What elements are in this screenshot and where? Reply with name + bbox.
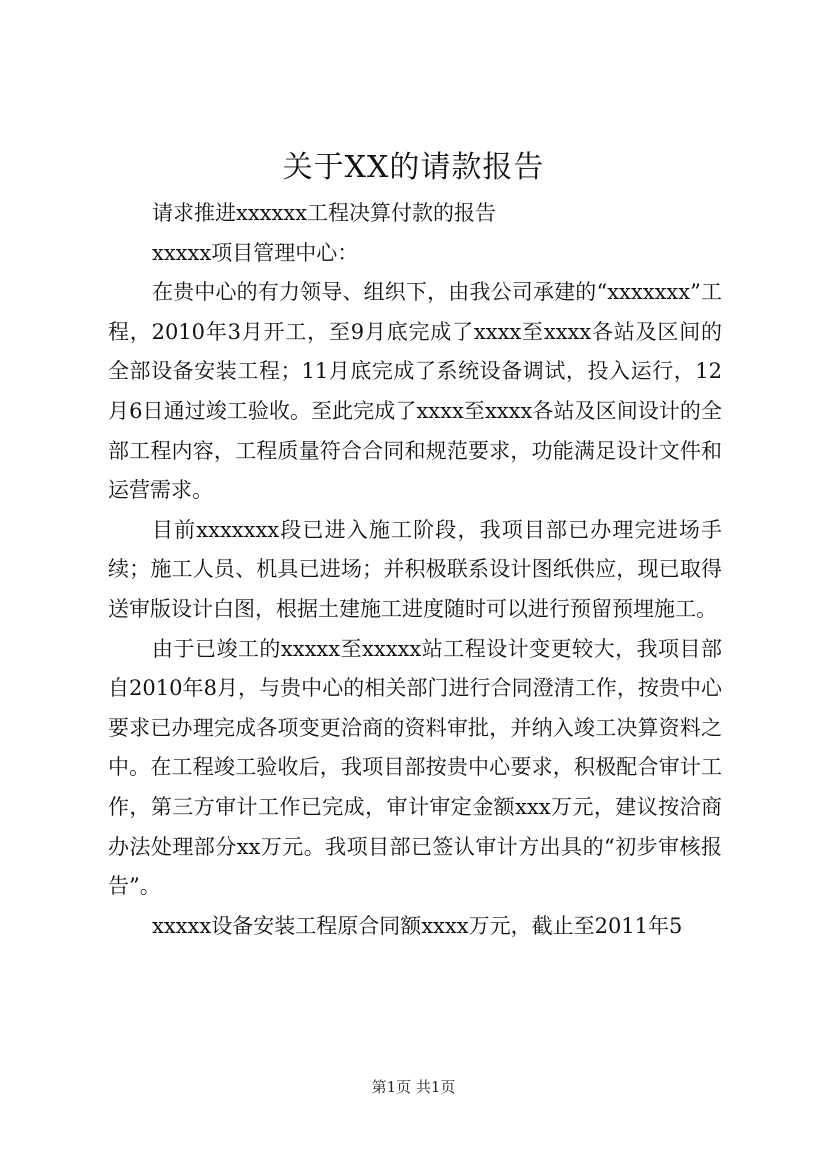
document-body	[108, 194, 722, 946]
paragraph-4: xxxxx设备安装工程原合同额xxxx万元，截止至2011年5	[152, 913, 683, 938]
paragraph-3: 由于已竣工的xxxxx至xxxxx站工程设计变更较大，我项目部自2010年8月，与贵中心的相关部门进行合同澄清工作，按贵中心要求已办理完成各项变更洽商的资料审批，并纳入竣工决算资料之中。在工程竣工验收后，我项目部按贵中心要求，积极配合审计工作，第三方审计工作已完成，审计审定金额xxx万元，建议按洽商办法处理部分xx万元。我项目部已签认审计方出具的“初步审核报告”。	[108, 636, 722, 899]
paragraph-2: 目前xxxxxxx段已进入施工阶段，我项目部已办理完进场手续；施工人员、机具已进场；并积极联系设计图纸供应，现已取得送审版设计白图，根据土建施工进度随时可以进行预留预埋施工。	[108, 517, 722, 621]
subject-line: 请求推进xxxxxx工程决算付款的报告	[152, 201, 497, 225]
document-title: 关于XX的请款报告	[282, 150, 545, 185]
page-footer: 第1页 共1页	[371, 1078, 456, 1096]
addressee-line: xxxxx项目管理中心：	[152, 240, 359, 265]
paragraph-1: 在贵中心的有力领导、组织下，由我公司承建的“xxxxxxx”工程，2010年3月开工，至9月底完成了xxxx至xxxx各站及区间的全部设备安装工程；11月底完成了系统设备调试，投入运行，12月6日通过竣工验收。至此完成了xxxx至xxxx各站及区间设计的全部工程内容，工程质量符合合同和规范要求，功能满足设计文件和运营需求。	[108, 280, 722, 503]
